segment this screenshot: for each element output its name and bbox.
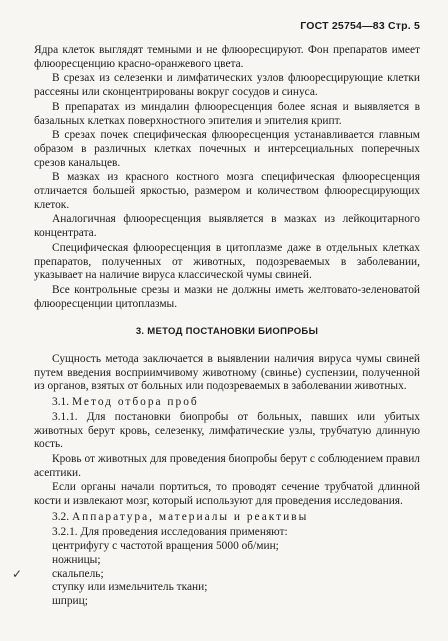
paragraph: Ядра клеток выглядят темными и не флюоресцируют. Фон препаратов имеет флюоресценцию красно-оранжевого цвета. xyxy=(34,44,420,70)
paragraph: В срезах почек специфическая флюоресценция устанавливается главным образом в различных клетках почечных и интерсециальных поперечных срезов канальцев. xyxy=(34,129,420,169)
list-item: шприц; xyxy=(52,595,88,608)
paragraph: В срезах из селезенки и лимфатических узлов флюоресцирующие клетки рассеяны или сконцентрированы вокруг сосудов и синуса. xyxy=(34,72,420,99)
paragraph-3-2-1: 3.2.1. Для проведения исследования применяют: xyxy=(52,525,288,538)
page-header: ГОСТ 25754—83 Стр. 5 xyxy=(300,20,420,32)
paragraph: Аналогичная флюоресценция выявляется в мазках из лейкоцитарного концентрата. xyxy=(34,213,420,240)
paragraph: В мазках из красного костного мозга специфическая флюоресценция отличается большей яркостью, размером и количеством флюоресцирующих клеток. xyxy=(34,171,420,211)
subsection-heading-3-2 xyxy=(52,511,420,525)
list-item: центрифугу с частотой вращения 5000 об/мин; xyxy=(52,540,279,553)
section-intro: Сущность метода заключается в выявлении наличия вируса чумы свиней путем введения восприимчивому животному (свинье) суспензии, полученной из органов, взятых от больных или подозреваемых в заболевании животных. xyxy=(34,353,420,393)
subsection-title: Аппаратура, материалы и реактивы xyxy=(71,510,309,523)
margin-mark: ✓ xyxy=(12,567,23,581)
list-item: ступку или измельчитель ткани; xyxy=(52,581,208,594)
subsection-title: Метод отбора проб xyxy=(71,396,199,409)
document-body xyxy=(34,44,420,609)
list-item: скальпель; xyxy=(52,567,104,580)
section-title: 3. МЕТОД ПОСТАНОВКИ БИОПРОБЫ xyxy=(135,326,319,338)
paragraph-3-1-1: 3.1.1. Для постановки биопробы от больных, павших или убитых животных берут кровь, селезенку, лимфатические узлы, трубчатую длинную кость. xyxy=(34,410,420,451)
paragraph: Все контрольные срезы и мазки не должны иметь желтовато-зеленоватой флюоресценции цитоплазмы. xyxy=(34,283,420,310)
paragraph: Специфическая флюоресценция в цитоплазме даже в отдельных клетках препаратов, полученных от животных, подозреваемых в заболевании, указывает на наличие вируса классической чумы свиней. xyxy=(34,241,420,282)
paragraph: В препаратах из миндалин флюоресценция более ясная и выявляется в базальных клетках поверхностного эпителия и эпителия крипт. xyxy=(34,100,420,127)
paragraph: Кровь от животных для проведения биопробы берут с соблюдением правил асептики. xyxy=(34,452,420,479)
paragraph: Если органы начали портиться, то проводят сечение трубчатой длинной кости и извлекают мозг, который используют для проведения исследования. xyxy=(34,481,420,508)
subsection-heading-3-1 xyxy=(52,396,420,410)
subsection-number: 3.1. xyxy=(52,396,70,409)
list-item: ножницы; xyxy=(52,553,101,566)
subsection-number: 3.2. xyxy=(52,510,70,523)
